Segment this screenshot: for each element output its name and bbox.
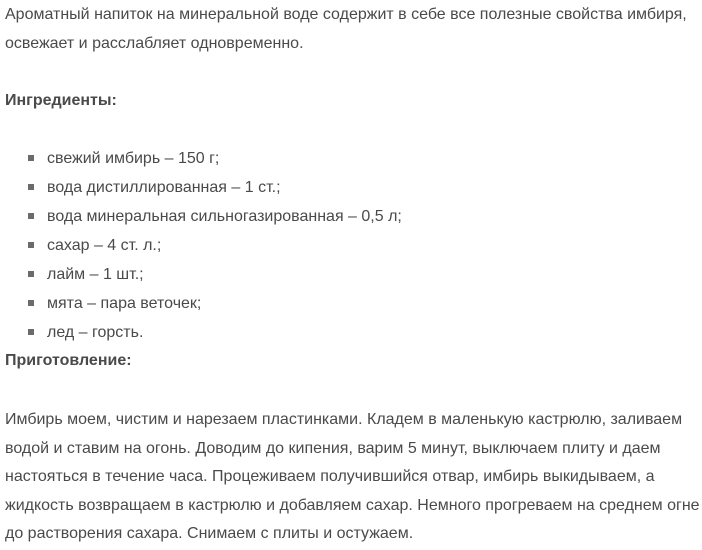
square-bullet-icon — [28, 329, 34, 335]
list-item — [5, 144, 402, 173]
ingredient-text: вода минеральная сильногазированная – 0,5 л; — [47, 208, 402, 225]
ingredient-text: свежий имбирь – 150 г; — [47, 150, 220, 167]
list-item — [5, 202, 402, 231]
preparation-heading: Приготовление: — [5, 352, 132, 369]
ingredient-text: лед – горсть. — [47, 324, 144, 341]
ingredient-text: мята – пара веточек; — [47, 295, 202, 312]
ingredients-heading: Ингредиенты: — [5, 92, 117, 109]
square-bullet-icon — [28, 184, 34, 190]
square-bullet-icon — [28, 242, 34, 248]
square-bullet-icon — [28, 213, 34, 219]
list-item — [5, 260, 402, 289]
square-bullet-icon — [28, 155, 34, 161]
list-item — [5, 173, 402, 202]
square-bullet-icon — [28, 300, 34, 306]
ingredients-list — [5, 144, 402, 347]
intro-paragraph: Ароматный напиток на минеральной воде содержит в себе все полезные свойства имбиря, освежает и расслабляет одновременно. — [5, 6, 687, 52]
ingredient-text: вода дистиллированная – 1 ст.; — [47, 179, 281, 196]
preparation-section — [5, 406, 700, 549]
list-item — [5, 318, 402, 347]
ingredient-text: сахар – 4 ст. л.; — [47, 237, 162, 254]
list-item — [5, 231, 402, 260]
square-bullet-icon — [28, 271, 34, 277]
ingredient-text: лайм – 1 шт.; — [47, 266, 144, 283]
preparation-paragraph: Имбирь моем, чистим и нарезаем пластинками. Кладем в маленькую кастрюлю, заливаем водой и ставим на огонь. Доводим до кипения, варим 5 минут, выключаем плиту и даем настояться в течение часа. Процеживаем получившийся отвар, имбирь выкидываем, а жидкость возвращаем в кастрюлю и добавляем сахар. Немного прогреваем на среднем огне до растворения сахара. Снимаем с плиты и остужаем. — [5, 411, 700, 542]
list-item — [5, 289, 402, 318]
